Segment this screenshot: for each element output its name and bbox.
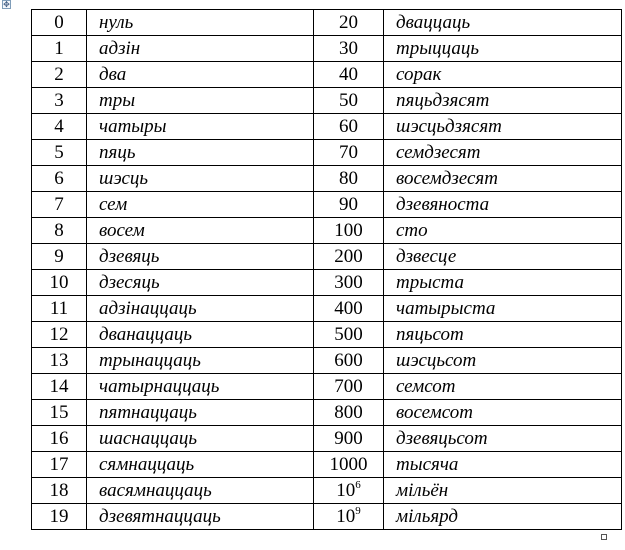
word-cell-text: дванаццаць bbox=[99, 324, 193, 345]
large-number-cell bbox=[314, 504, 384, 530]
number-cell-text: 0 bbox=[54, 12, 64, 33]
word-cell bbox=[87, 478, 314, 504]
number-cell bbox=[32, 10, 87, 36]
large-word-cell-text: мільён bbox=[396, 480, 449, 501]
large-number-cell-text: 800 bbox=[334, 402, 363, 423]
table-row bbox=[32, 244, 622, 270]
large-word-cell-text: мільярд bbox=[396, 506, 459, 527]
table-move-handle-icon[interactable]: ✥ bbox=[3, 0, 10, 9]
large-number-cell bbox=[314, 218, 384, 244]
number-cell bbox=[32, 114, 87, 140]
large-number-cell bbox=[314, 478, 384, 504]
number-cell bbox=[32, 166, 87, 192]
table-row bbox=[32, 348, 622, 374]
number-cell-text: 17 bbox=[49, 454, 69, 475]
word-cell bbox=[87, 140, 314, 166]
number-cell-text: 15 bbox=[49, 402, 69, 423]
number-cell bbox=[32, 452, 87, 478]
large-number-cell bbox=[314, 192, 384, 218]
large-word-cell-text: сорак bbox=[396, 64, 442, 85]
number-cell bbox=[32, 374, 87, 400]
number-cell-text: 13 bbox=[49, 350, 69, 371]
word-cell-text: дзевяць bbox=[99, 246, 160, 267]
table-row bbox=[32, 62, 622, 88]
number-cell-text: 10 bbox=[49, 272, 69, 293]
number-cell bbox=[32, 140, 87, 166]
number-cell-text: 18 bbox=[49, 480, 69, 501]
large-number-cell bbox=[314, 452, 384, 478]
number-cell bbox=[32, 88, 87, 114]
large-number-cell bbox=[314, 322, 384, 348]
large-word-cell bbox=[384, 166, 622, 192]
word-cell-text: адзін bbox=[99, 38, 141, 59]
number-cell bbox=[32, 296, 87, 322]
large-number-cell-text: 80 bbox=[339, 168, 358, 189]
large-word-cell bbox=[384, 62, 622, 88]
large-word-cell bbox=[384, 374, 622, 400]
large-word-cell bbox=[384, 296, 622, 322]
large-number-cell bbox=[314, 348, 384, 374]
number-cell-text: 8 bbox=[54, 220, 64, 241]
number-cell-text: 14 bbox=[49, 376, 69, 397]
word-cell-text: тры bbox=[99, 90, 136, 111]
large-number-cell-text: 300 bbox=[334, 272, 363, 293]
large-word-cell-text: дзвесце bbox=[396, 246, 457, 267]
number-cell-text: 2 bbox=[54, 64, 64, 85]
large-word-cell-text: трыццаць bbox=[396, 38, 479, 59]
number-cell bbox=[32, 218, 87, 244]
large-number-cell bbox=[314, 140, 384, 166]
table-row bbox=[32, 400, 622, 426]
word-cell bbox=[87, 218, 314, 244]
large-number-cell-text: 20 bbox=[339, 12, 358, 33]
large-word-cell bbox=[384, 36, 622, 62]
word-cell-text: пяць bbox=[99, 142, 136, 163]
word-cell bbox=[87, 244, 314, 270]
word-cell-text: дзевятнаццаць bbox=[99, 506, 221, 527]
large-word-cell-text: чатырыста bbox=[396, 298, 496, 319]
large-number-cell bbox=[314, 10, 384, 36]
table-resize-handle-icon[interactable] bbox=[601, 534, 607, 540]
large-word-cell-text: семдзесят bbox=[396, 142, 481, 163]
large-word-cell bbox=[384, 114, 622, 140]
number-cell bbox=[32, 400, 87, 426]
table-row bbox=[32, 140, 622, 166]
large-number-cell-text: 90 bbox=[339, 194, 358, 215]
large-number-cell bbox=[314, 374, 384, 400]
number-cell-text: 3 bbox=[54, 90, 64, 111]
number-cell bbox=[32, 426, 87, 452]
number-cell-text: 19 bbox=[49, 506, 69, 527]
numerals-table bbox=[31, 9, 622, 530]
large-number-cell-text: 30 bbox=[339, 38, 358, 59]
large-number-cell-text: 900 bbox=[334, 428, 363, 449]
word-cell-text: васямнаццаць bbox=[99, 480, 212, 501]
number-cell bbox=[32, 504, 87, 530]
number-cell bbox=[32, 270, 87, 296]
word-cell-text: дзесяць bbox=[99, 272, 160, 293]
large-number-cell bbox=[314, 88, 384, 114]
large-word-cell bbox=[384, 244, 622, 270]
large-word-cell-text: шэсцьсот bbox=[396, 350, 477, 371]
large-word-cell bbox=[384, 348, 622, 374]
large-number-cell bbox=[314, 62, 384, 88]
table-row bbox=[32, 114, 622, 140]
table-row bbox=[32, 36, 622, 62]
large-number-cell-text: 50 bbox=[339, 90, 358, 111]
table-row bbox=[32, 270, 622, 296]
large-word-cell-text: шэсцьдзясят bbox=[396, 116, 502, 137]
number-cell bbox=[32, 244, 87, 270]
number-cell-text: 4 bbox=[54, 116, 64, 137]
number-cell-text: 5 bbox=[54, 142, 64, 163]
word-cell bbox=[87, 114, 314, 140]
large-word-cell-text: дваццаць bbox=[396, 12, 471, 33]
large-word-cell-text: дзевяцьсот bbox=[396, 428, 488, 449]
large-number-cell-text: 600 bbox=[334, 350, 363, 371]
number-cell-text: 9 bbox=[54, 246, 64, 267]
large-number-cell-text: 60 bbox=[339, 116, 358, 137]
word-cell-text: пятнаццаць bbox=[99, 402, 197, 423]
table-row bbox=[32, 296, 622, 322]
word-cell-text: чатырнаццаць bbox=[99, 376, 220, 397]
number-cell bbox=[32, 322, 87, 348]
word-cell-text: адзінаццаць bbox=[99, 298, 197, 319]
large-word-cell-text: восемсот bbox=[396, 402, 473, 423]
large-word-cell bbox=[384, 218, 622, 244]
large-number-cell-text: 40 bbox=[339, 64, 358, 85]
large-word-cell-text: трыста bbox=[396, 272, 464, 293]
large-word-cell bbox=[384, 192, 622, 218]
word-cell-text: сем bbox=[99, 194, 128, 215]
word-cell bbox=[87, 452, 314, 478]
large-word-cell bbox=[384, 270, 622, 296]
word-cell bbox=[87, 36, 314, 62]
word-cell bbox=[87, 10, 314, 36]
large-word-cell bbox=[384, 10, 622, 36]
large-word-cell-text: семсот bbox=[396, 376, 456, 397]
word-cell bbox=[87, 296, 314, 322]
table-row bbox=[32, 426, 622, 452]
large-number-cell-text: 10 bbox=[336, 506, 356, 527]
number-cell bbox=[32, 348, 87, 374]
large-word-cell bbox=[384, 88, 622, 114]
word-cell-text: нуль bbox=[99, 12, 134, 33]
table-row bbox=[32, 504, 622, 530]
word-cell-text: шаснаццаць bbox=[99, 428, 198, 449]
word-cell bbox=[87, 88, 314, 114]
table-row bbox=[32, 452, 622, 478]
number-cell-text: 7 bbox=[54, 194, 64, 215]
large-word-cell bbox=[384, 452, 622, 478]
large-number-cell-text: 70 bbox=[339, 142, 358, 163]
large-word-cell bbox=[384, 478, 622, 504]
large-number-cell-text: 1000 bbox=[329, 454, 368, 475]
large-number-cell-text: 200 bbox=[334, 246, 363, 267]
word-cell bbox=[87, 400, 314, 426]
word-cell-text: два bbox=[99, 64, 127, 85]
number-cell bbox=[32, 62, 87, 88]
number-cell bbox=[32, 192, 87, 218]
table-row bbox=[32, 478, 622, 504]
table-row bbox=[32, 166, 622, 192]
word-cell bbox=[87, 192, 314, 218]
large-word-cell-text: пяцьдзясят bbox=[396, 90, 490, 111]
word-cell bbox=[87, 270, 314, 296]
numerals-table-body bbox=[32, 10, 622, 530]
large-number-cell bbox=[314, 270, 384, 296]
number-cell bbox=[32, 478, 87, 504]
large-number-cell bbox=[314, 296, 384, 322]
large-number-cell-text: 500 bbox=[334, 324, 363, 345]
word-cell-text: восем bbox=[99, 220, 145, 241]
large-number-cell bbox=[314, 244, 384, 270]
large-number-cell-text: 400 bbox=[334, 298, 363, 319]
word-cell bbox=[87, 166, 314, 192]
word-cell bbox=[87, 62, 314, 88]
number-cell-text: 12 bbox=[49, 324, 69, 345]
table-row bbox=[32, 322, 622, 348]
large-number-cell-text: 700 bbox=[334, 376, 363, 397]
exponent: 9 bbox=[355, 505, 361, 517]
word-cell-text: чатыры bbox=[99, 116, 167, 137]
large-word-cell bbox=[384, 400, 622, 426]
word-cell bbox=[87, 426, 314, 452]
large-word-cell bbox=[384, 426, 622, 452]
word-cell bbox=[87, 322, 314, 348]
large-word-cell-text: сто bbox=[396, 220, 428, 241]
word-cell bbox=[87, 374, 314, 400]
table-row bbox=[32, 88, 622, 114]
number-cell-text: 1 bbox=[54, 38, 64, 59]
word-cell-text: шэсць bbox=[99, 168, 149, 189]
large-number-cell bbox=[314, 400, 384, 426]
table-row bbox=[32, 218, 622, 244]
word-cell-text: сямнаццаць bbox=[99, 454, 195, 475]
large-word-cell-text: восемдзесят bbox=[396, 168, 498, 189]
number-cell-text: 16 bbox=[49, 428, 69, 449]
large-word-cell bbox=[384, 140, 622, 166]
large-word-cell bbox=[384, 504, 622, 530]
large-word-cell-text: тысяча bbox=[396, 454, 459, 475]
number-cell bbox=[32, 36, 87, 62]
exponent: 6 bbox=[355, 479, 361, 491]
large-number-cell bbox=[314, 166, 384, 192]
large-number-cell bbox=[314, 36, 384, 62]
large-number-cell bbox=[314, 426, 384, 452]
word-cell bbox=[87, 348, 314, 374]
number-cell-text: 6 bbox=[54, 168, 64, 189]
large-word-cell-text: пяцьсот bbox=[396, 324, 464, 345]
large-word-cell bbox=[384, 322, 622, 348]
word-cell-text: трынаццаць bbox=[99, 350, 201, 371]
table-row bbox=[32, 374, 622, 400]
word-cell bbox=[87, 504, 314, 530]
table-row bbox=[32, 192, 622, 218]
large-number-cell bbox=[314, 114, 384, 140]
number-cell-text: 11 bbox=[49, 298, 69, 319]
large-number-cell-text: 10 bbox=[336, 480, 356, 501]
large-number-cell-text: 100 bbox=[334, 220, 363, 241]
table-row bbox=[32, 10, 622, 36]
large-word-cell-text: дзевяноста bbox=[396, 194, 490, 215]
